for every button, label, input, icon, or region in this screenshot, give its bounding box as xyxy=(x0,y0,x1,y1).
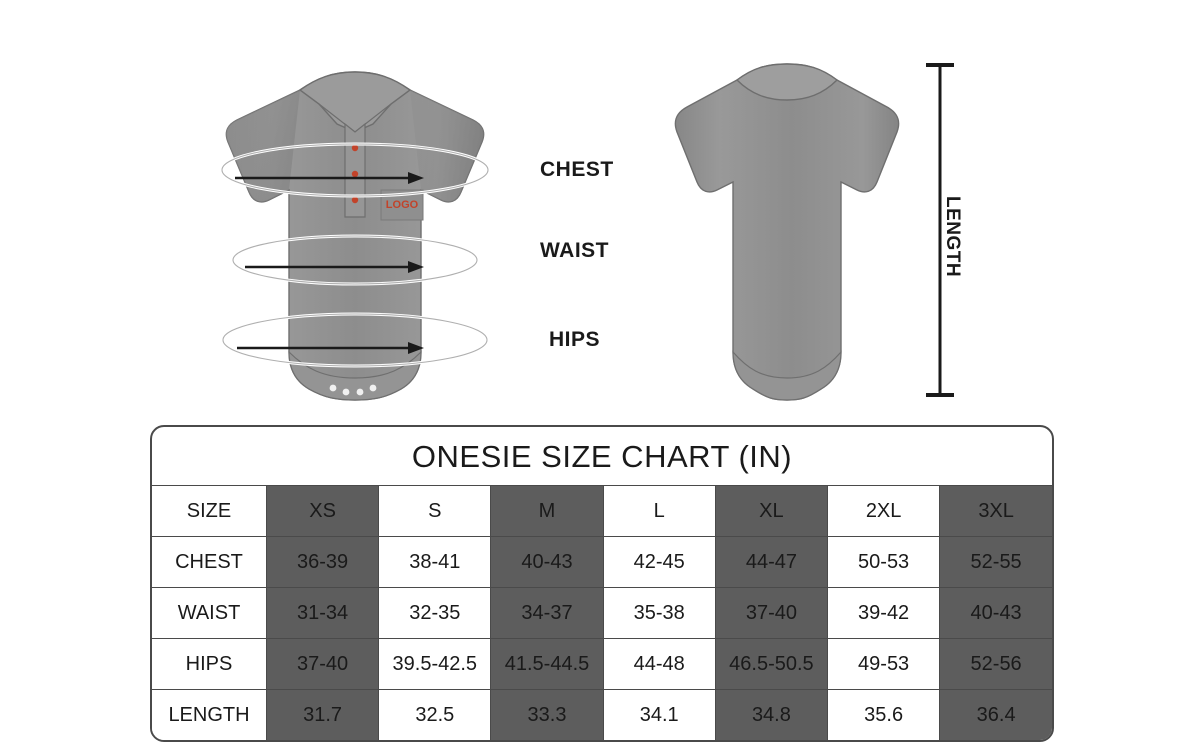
column-header: SIZE xyxy=(152,486,267,537)
column-header: XL xyxy=(715,486,827,537)
svg-text:LOGO: LOGO xyxy=(385,199,419,211)
row-header: CHEST xyxy=(152,537,267,588)
table-cell: 52-56 xyxy=(940,639,1052,690)
table-cell: 42-45 xyxy=(603,537,715,588)
hips-label: HIPS xyxy=(549,328,601,351)
back-garment-illustration xyxy=(665,52,910,407)
table-cell: 46.5-50.5 xyxy=(715,639,827,690)
table-cell: 50-53 xyxy=(828,537,940,588)
table-cell: 41.5-44.5 xyxy=(491,639,603,690)
table-cell: 37-40 xyxy=(715,588,827,639)
table-cell: 36-39 xyxy=(267,537,379,588)
table-header-row xyxy=(152,486,1052,537)
column-header: L xyxy=(603,486,715,537)
table-cell: 49-53 xyxy=(828,639,940,690)
table-cell: 31.7 xyxy=(267,690,379,741)
table-cell: 40-43 xyxy=(940,588,1052,639)
size-chart xyxy=(150,425,1054,742)
size-chart-table xyxy=(152,486,1052,740)
table-row xyxy=(152,588,1052,639)
table-cell: 52-55 xyxy=(940,537,1052,588)
table-row xyxy=(152,639,1052,690)
column-header: 2XL xyxy=(828,486,940,537)
column-header: M xyxy=(491,486,603,537)
column-header: XS xyxy=(267,486,379,537)
column-header: 3XL xyxy=(940,486,1052,537)
table-cell: 44-47 xyxy=(715,537,827,588)
table-cell: 32-35 xyxy=(379,588,491,639)
table-cell: 34.8 xyxy=(715,690,827,741)
table-row xyxy=(152,537,1052,588)
row-header: HIPS xyxy=(152,639,267,690)
table-cell: 44-48 xyxy=(603,639,715,690)
table-cell: 35.6 xyxy=(828,690,940,741)
column-header: S xyxy=(379,486,491,537)
front-garment-illustration xyxy=(205,52,505,407)
table-cell: 39-42 xyxy=(828,588,940,639)
waist-label: WAIST xyxy=(540,239,609,262)
table-cell: 31-34 xyxy=(267,588,379,639)
table-cell: 39.5-42.5 xyxy=(379,639,491,690)
table-cell: 36.4 xyxy=(940,690,1052,741)
table-cell: 40-43 xyxy=(491,537,603,588)
row-header: WAIST xyxy=(152,588,267,639)
row-header: LENGTH xyxy=(152,690,267,741)
table-cell: 34.1 xyxy=(603,690,715,741)
table-cell: 38-41 xyxy=(379,537,491,588)
chest-label: CHEST xyxy=(540,158,614,181)
size-chart-title: ONESIE SIZE CHART (IN) xyxy=(152,427,1052,486)
table-cell: 35-38 xyxy=(603,588,715,639)
table-cell: 33.3 xyxy=(491,690,603,741)
table-cell: 37-40 xyxy=(267,639,379,690)
length-label: LENGTH xyxy=(942,196,963,278)
table-cell: 32.5 xyxy=(379,690,491,741)
table-row xyxy=(152,690,1052,741)
table-cell: 34-37 xyxy=(491,588,603,639)
